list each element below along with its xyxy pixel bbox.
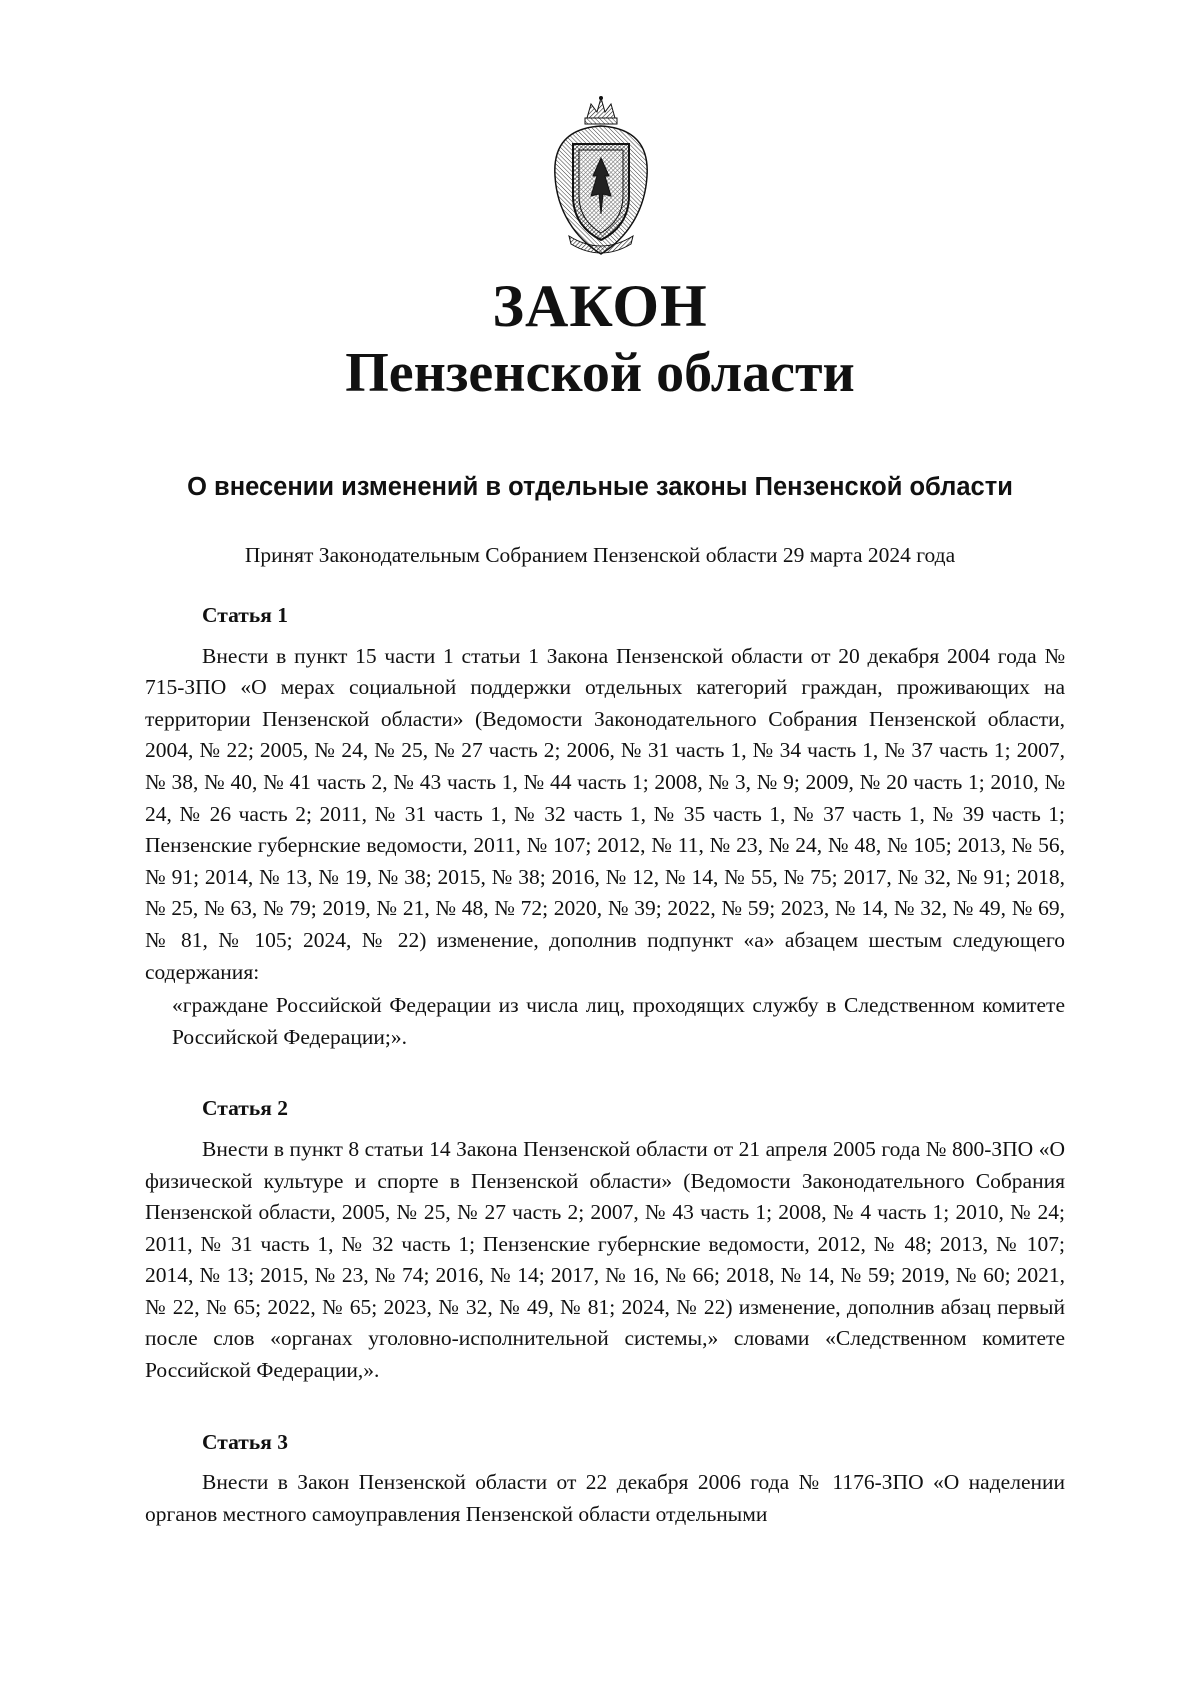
article (145, 1427, 1065, 1531)
article-text: Внести в Закон Пензенской области от 22 декабря 2006 года № 1176-ЗПО «О наделении органов местного самоуправления Пензенской области отдельными (145, 1470, 1065, 1526)
law-subject: О внесении изменений в отдельные законы Пензенской области (187, 473, 1013, 501)
article-text: Внести в пункт 8 статьи 14 Закона Пензенской области от 21 апреля 2005 года № 800-ЗПО «О физической культуре и спорте в Пензенской области» (Ведомости Законодательного Собрания Пензенской области, 2005, № 25, № 27 часть 2; 2007, № 43 часть 1; 2008, № 4 часть 1; 2010, № 24; 2011, № 31 часть 1, № 32 часть 1; Пензенские губернские ведомости, 2012, № 48; 2013, № 107; 2014, № 13; 2015, № 23, № 74; 2016, № 14; 2017, № 16, № 66; 2018, № 14, № 59; 2019, № 60; 2021, № 22, № 65; 2022, № 65; 2023, № 32, № 49, № 81; 2024, № 22) изменение, дополнив абзац первый после слов «органах уголовно-исполнительной системы,» словами «Следственном комитете Российской Федерации,». (145, 1136, 1065, 1383)
article (145, 600, 1065, 1053)
article-heading: Статья 2 (202, 1096, 288, 1121)
law-title: ЗАКОН (492, 273, 708, 339)
adoption-line: Принят Законодательным Собранием Пензенской области 29 марта 2024 года (244, 543, 956, 567)
article-text: Внести в пункт 15 части 1 статьи 1 Закона Пензенской области от 20 декабря 2004 года № 715-ЗПО «О мерах социальной поддержки отдельных категорий граждан, проживающих на территории Пензенской области» (Ведомости Законодательного Собрания Пензенской области, 2004, № 22; 2005, № 24, № 25, № 27 часть 2; 2006, № 31 часть 1, № 34 часть 1, № 37 часть 1; 2007, № 38, № 40, № 41 часть 2, № 43 часть 1, № 44 часть 1; 2008, № 3, № 9; 2009, № 20 часть 1; 2010, № 24, № 26 часть 2; 2011, № 31 часть 1, № 32 часть 1, № 35 часть 1, № 37 часть 1, № 39 часть 1; Пензенские губернские ведомости, 2011, № 107; 2012, № 11, № 23, № 24, № 48, № 105; 2013, № 56, № 91; 2014, № 13, № 19, № 38; 2015, № 38; 2016, № 12, № 14, № 55, № 75; 2017, № 32, № 91; 2018, № 25, № 63, № 79; 2019, № 21, № 48, № 72; 2020, № 39; 2022, № 59; 2023, № 14, № 32, № 49, № 69, № 81, № 105; 2024, № 22) изменение, дополнив подпункт «а» абзацем шестым следующего содержания: (145, 643, 1065, 984)
law-body (145, 600, 1065, 1530)
article-heading: Статья 1 (202, 603, 288, 627)
law-region: Пензенской области (345, 342, 855, 404)
article (145, 1093, 1065, 1386)
article-heading: Статья 3 (202, 1429, 288, 1454)
coat-of-arms-icon (547, 96, 655, 258)
article-quote: «граждане Российской Федерации из числа лиц, проходящих службу в Следственном комитете Российской Федерации;». (172, 993, 1065, 1049)
